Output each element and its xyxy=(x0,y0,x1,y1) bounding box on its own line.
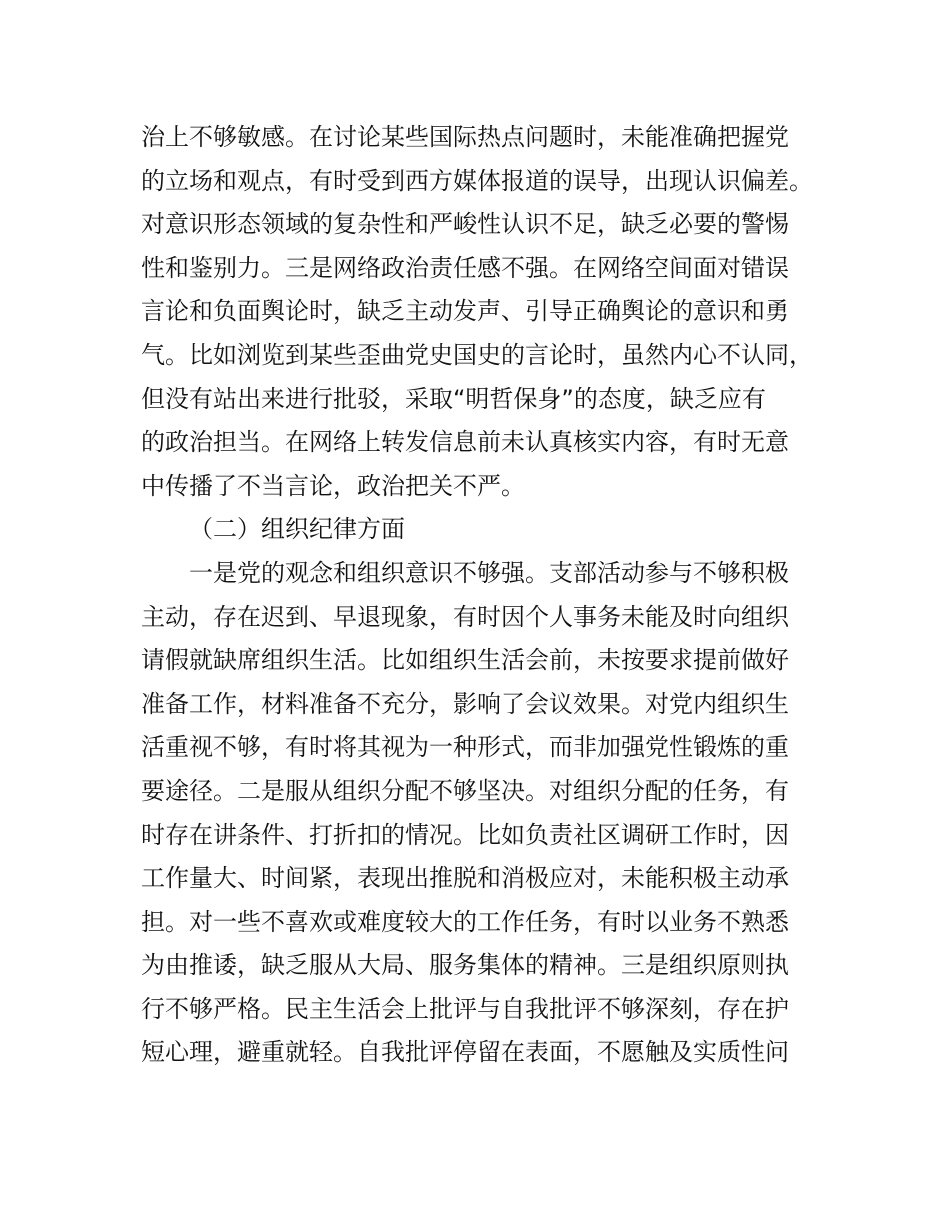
text-line: 对意识形态领域的复杂性和严峻性认识不足，缺乏必要的警惕 xyxy=(141,210,789,239)
text-line: 的政治担当。在网络上转发信息前未认真核实内容，有时无意 xyxy=(141,428,789,457)
text-line: 短心理，避重就轻。自我批评停留在表面，不愿触及实质性问 xyxy=(141,1038,789,1067)
text-line: 的立场和观点，有时受到西方媒体报道的误导，出现认识偏差。 xyxy=(141,166,813,195)
text-line: 但没有站出来进行批驳，采取“明哲保身”的态度，缺乏应有 xyxy=(141,384,766,413)
text-line: 请假就缺席组织生活。比如组织生活会前，未按要求提前做好 xyxy=(141,646,789,675)
text-line: 要途径。二是服从组织分配不够坚决。对组织分配的任务，有 xyxy=(141,776,789,805)
text-line: 为由推诿，缺乏服从大局、服务集体的精神。三是组织原则执 xyxy=(141,951,789,980)
text-line: 行不够严格。民主生活会上批评与自我批评不够深刻，存在护 xyxy=(141,994,789,1023)
text-line: 治上不够敏感。在讨论某些国际热点问题时，未能准确把握党 xyxy=(141,123,789,151)
text-line: 活重视不够，有时将其视为一种形式，而非加强党性锻炼的重 xyxy=(141,733,789,762)
text-line: 言论和负面舆论时，缺乏主动发声、引导正确舆论的意识和勇 xyxy=(141,297,789,326)
text-line: 中传播了不当言论，政治把关不严。 xyxy=(141,471,525,500)
section-heading: （二）组织纪律方面 xyxy=(189,515,405,544)
text-line: 准备工作，材料准备不充分，影响了会议效果。对党内组织生 xyxy=(141,689,789,718)
text-line: 主动，存在迟到、早退现象，有时因个人事务未能及时向组织 xyxy=(141,602,789,631)
text-line: 性和鉴别力。三是网络政治责任感不强。在网络空间面对错误 xyxy=(141,253,789,282)
text-line: 时存在讲条件、打折扣的情况。比如负责社区调研工作时，因 xyxy=(141,820,789,849)
document-body xyxy=(141,116,841,1075)
text-line: 气。比如浏览到某些歪曲党史国史的言论时，虽然内心不认同， xyxy=(141,340,813,369)
paragraph-first-line: 一是党的观念和组织意识不够强。支部活动参与不够积极 xyxy=(189,558,789,587)
text-line: 工作量大、时间紧，表现出推脱和消极应对，未能积极主动承 xyxy=(141,864,789,893)
text-line: 担。对一些不喜欢或难度较大的工作任务，有时以业务不熟悉 xyxy=(141,907,789,936)
